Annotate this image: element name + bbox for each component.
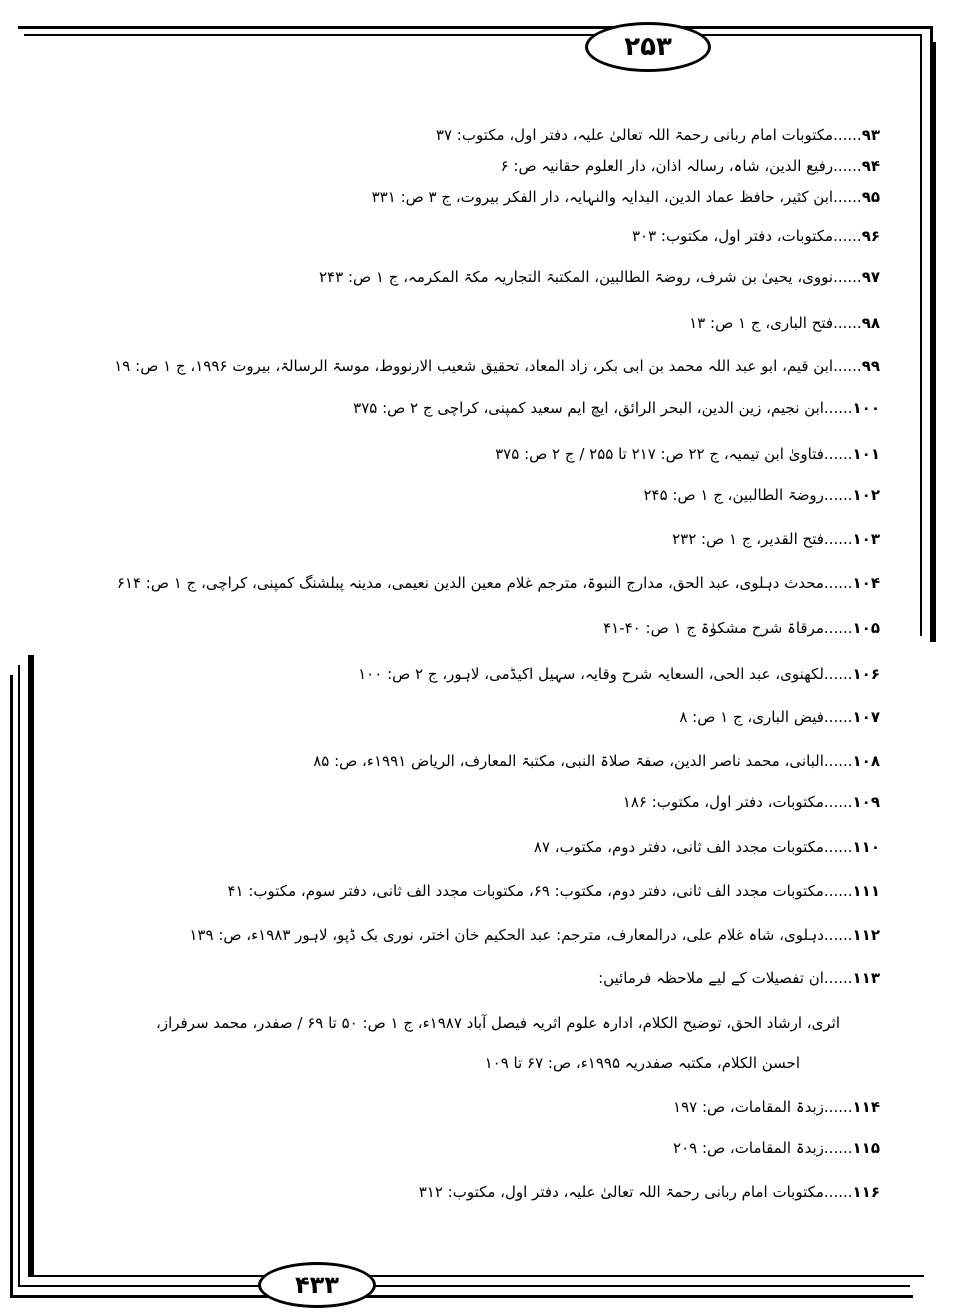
footnote-number: ۹۸ — [861, 314, 880, 332]
footnote-115 — [673, 1137, 880, 1159]
footnote-113 — [598, 967, 880, 989]
footnote-text: ......رفیع الدین، شاہ، رسالہ اذان، دار العلوم حقانیہ ص: ۶ — [500, 157, 862, 175]
footnote-95 — [372, 186, 880, 208]
footnote-109 — [623, 791, 880, 813]
footnote-107 — [679, 706, 880, 728]
page-number-top: ۲۵۳ — [585, 22, 711, 72]
footnote-text: ......مکتوبات امام ربانی رحمۃ اللہ تعالیٰ علیہ، دفتر اول، مکتوب: ۳۷ — [435, 126, 862, 144]
footnote-text: ......زبدۃ المقامات، ص: ۲۰۹ — [673, 1139, 853, 1157]
footnote-text: ......ابن قیم، ابو عبد اللہ محمد بن ابی بکر، زاد المعاد، تحقیق شعیب الارنووط، موسۃ الرسالۃ، بیروت ۱۹۹۶، ج ۱ ص: ۱۹ — [114, 357, 862, 375]
footnote-number: ۱۰۵ — [852, 619, 880, 637]
footnote-text: ......زبدۃ المقامات، ص: ۱۹۷ — [673, 1098, 853, 1116]
footnote-number: ۱۱۲ — [852, 926, 880, 944]
footnote-number: ۱۱۰ — [852, 838, 880, 856]
footnote-text: ......فتح القدیر، ج ۱ ص: ۲۳۲ — [672, 530, 853, 548]
footnote-number: ۱۱۶ — [852, 1183, 880, 1201]
footnote-number: ۱۰۲ — [852, 486, 880, 504]
footnote-106 — [358, 663, 880, 685]
footnote-number: ۱۰۳ — [852, 530, 880, 548]
footnote-number: ۹۷ — [861, 268, 880, 286]
footnote-101 — [495, 443, 880, 465]
footnote-text: ......لکھنوی، عبد الحی، السعایہ شرح وقایہ، سہیل اکیڈمی، لاہور، ج ۲ ص: ۱۰۰ — [358, 665, 853, 683]
footnote-96 — [632, 225, 880, 247]
footnote-text: ......فتاویٰ ابن تیمیہ، ج ۲۲ ص: ۲۱۷ تا ۲۵۵ / ج ۲ ص: ۳۷۵ — [495, 445, 853, 463]
footnote-number: ۱۰۰ — [852, 399, 880, 417]
footnote-98 — [689, 312, 880, 334]
footnote-number: ۱۱۴ — [852, 1098, 880, 1116]
footnote-text: ......مرقاۃ شرح مشکوٰۃ ج ۱ ص: ۴۰-۴۱ — [603, 619, 853, 637]
footnote-number: ۹۴ — [861, 157, 880, 175]
footnote-number: ۱۰۶ — [852, 665, 880, 683]
footnote-97 — [319, 266, 880, 288]
footnote-100 — [353, 397, 880, 419]
footnote-text: ......ابن نجیم، زین الدین، البحر الرائق، ایچ ایم سعید کمپنی، کراچی ج ۲ ص: ۳۷۵ — [353, 399, 853, 417]
footnote-text: ......نووی، یحییٰ بن شرف، روضۃ الطالبین، المکتبۃ التجاریہ مکۃ المکرمہ، ج ۱ ص: ۲۴۳ — [319, 268, 862, 286]
footnote-94 — [501, 155, 880, 177]
footnote-110 — [534, 836, 880, 858]
footnote-105 — [603, 617, 880, 639]
footnote-103 — [672, 528, 880, 550]
footnote-text: ......مکتوبات مجدد الف ثانی، دفتر دوم، مکتوب، ۸۷ — [533, 838, 853, 856]
footnote-112 — [189, 924, 880, 946]
footnote-text: ......فتح الباری، ج ۱ ص: ۱۳ — [689, 314, 862, 332]
footnote-text: ......ابن کثیر، حافظ عماد الدین، البدایہ والنہایہ، دار الفکر بیروت، ج ۳ ص: ۳۳۱ — [371, 188, 862, 206]
footnote-111 — [227, 880, 880, 902]
footnote-102 — [643, 484, 880, 506]
page-number-bottom: ۴۳۳ — [258, 1262, 376, 1308]
footnote-116 — [419, 1181, 880, 1203]
footnote-text: ......مکتوبات، دفتر اول، مکتوب: ۱۸۶ — [622, 793, 853, 811]
footnote-114 — [673, 1096, 880, 1118]
footnote-number: ۱۰۹ — [852, 793, 880, 811]
footnote-number: ۱۱۵ — [852, 1139, 880, 1157]
footnote-text: ......مکتوبات امام ربانی رحمۃ اللہ تعالیٰ علیہ، دفتر اول، مکتوب: ۳۱۲ — [418, 1183, 853, 1201]
footnote-number: ۱۱۳ — [852, 969, 880, 987]
footnote-number: ۱۰۴ — [852, 574, 880, 592]
footnote-text: ......روضۃ الطالبین، ج ۱ ص: ۲۴۵ — [643, 486, 853, 504]
footnote-number: ۱۱۱ — [852, 882, 880, 900]
footnote-list — [60, 0, 880, 1315]
footnote-text: ......فیض الباری، ج ۱ ص: ۸ — [679, 708, 853, 726]
footnote-number: ۱۰۸ — [852, 752, 880, 770]
footnote-93 — [436, 124, 880, 146]
footnote-text: ......البانی، محمد ناصر الدین، صفۃ صلاۃ النبی، مکتبۃ المعارف، الریاض ۱۹۹۱ء، ص: ۸۵ — [313, 752, 853, 770]
footnote-number: ۹۶ — [861, 227, 880, 245]
footnote-text: ......دہلوی، شاہ غلام علی، درالمعارف، مترجم: عبد الحکیم خان اختر، نوری بک ڈپو، لاہور ۱۹۸۳ء، ص: ۱۳۹ — [189, 926, 853, 944]
footnote-text: ......مکتوبات مجدد الف ثانی، دفتر دوم، مکتوب: ۶۹، مکتوبات مجدد الف ثانی، دفتر سوم، مکتوب: ۴۱ — [227, 882, 853, 900]
footnote-text: ......مکتوبات، دفتر اول، مکتوب: ۳۰۳ — [631, 227, 862, 245]
footnote-108 — [313, 750, 880, 772]
footnote-number: ۹۳ — [861, 126, 880, 144]
footnote-113-sub-line-1: اثری، ارشاد الحق، توضیح الکلام، ادارہ علوم اثریہ فیصل آباد ۱۹۸۷ء، ج ۱ ص: ۵۰ تا ۶۹ / صفدر، محمد سرفراز، — [156, 1014, 840, 1032]
footnote-text: ......ان تفصیلات کے لیے ملاحظہ فرمائیں: — [598, 969, 853, 987]
footnote-99 — [114, 355, 880, 377]
footnote-text: ......محدث دہلوی، عبد الحق، مدارج النبوۃ، مترجم غلام معین الدین نعیمی، مدینہ پبلشنگ کمپنی، کراچی، ج ۱ ص: ۶۱۴ — [116, 574, 853, 592]
footnote-number: ۱۰۷ — [852, 708, 880, 726]
footnote-104 — [117, 572, 880, 594]
footnote-113-sub-line-2: احسن الکلام، مکتبہ صفدریہ ۱۹۹۵ء، ص: ۶۷ تا ۱۰۹ — [484, 1054, 800, 1072]
footnote-number: ۱۰۱ — [852, 445, 880, 463]
footnote-number: ۹۹ — [861, 357, 880, 375]
footnote-number: ۹۵ — [861, 188, 880, 206]
